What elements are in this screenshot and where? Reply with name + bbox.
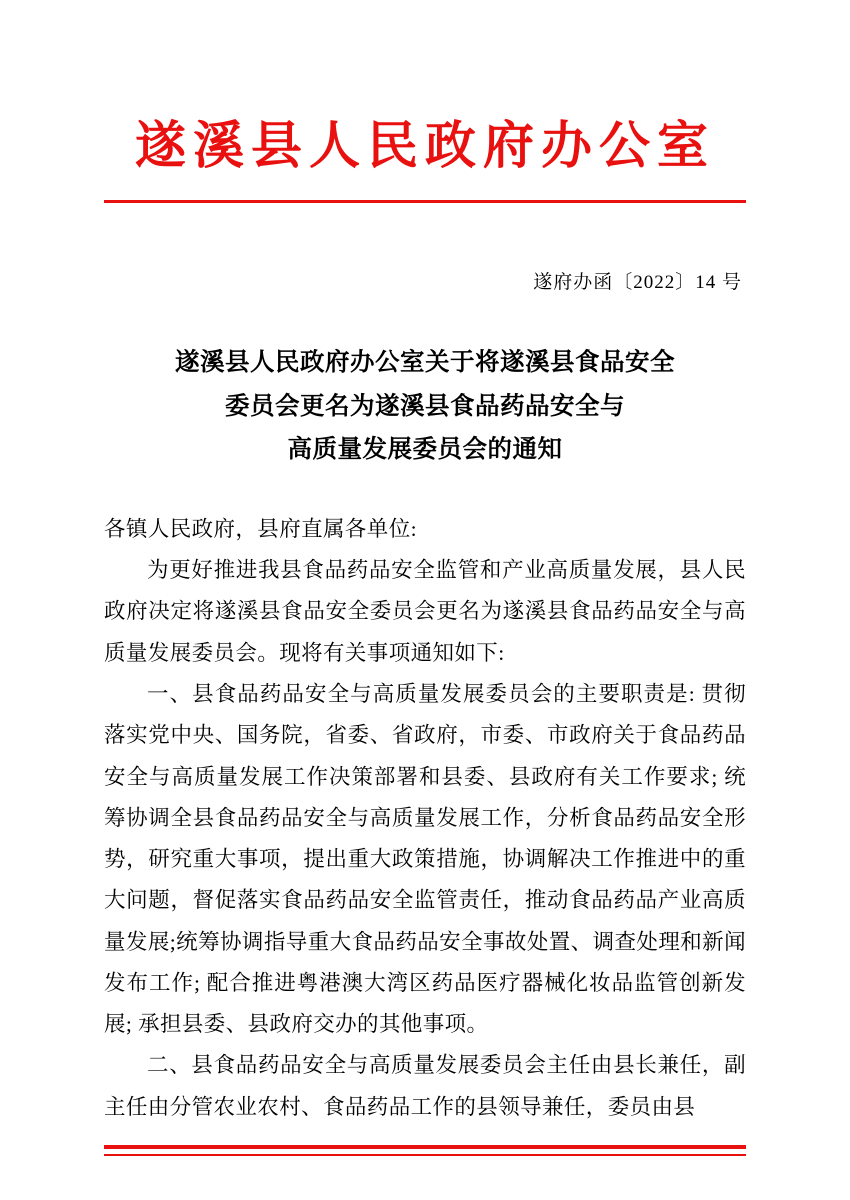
footer-rule-thin	[104, 1154, 746, 1156]
footer-rules	[104, 1145, 746, 1156]
footer-rule-thick	[104, 1145, 746, 1149]
body-salutation: 各镇人民政府，县府直属各单位:	[104, 516, 417, 541]
document-title-line-2: 委员会更名为遂溪县食品药品安全与	[225, 390, 625, 420]
masthead-title: 遂溪县人民政府办公室	[134, 116, 715, 176]
masthead	[104, 0, 746, 203]
document-number: 遂府办函〔2022〕14 号	[533, 272, 742, 294]
body-paragraph-1: 为更好推进我县食品药品安全监管和产业高质量发展，县人民政府决定将遂溪县食品安全委员会更名为遂溪县食品药品安全与高质量发展委员会。现将有关事项通知如下:	[104, 558, 746, 665]
masthead-rule	[104, 200, 746, 203]
body-paragraph-3: 二、县食品药品安全与高质量发展委员会主任由县长兼任，副主任由分管农业农村、食品药品工作的县领导兼任，委员由县	[104, 1053, 746, 1119]
document-title-line-3: 高质量发展委员会的通知	[287, 434, 563, 464]
document-body	[104, 509, 746, 1128]
body-paragraph-2: 一、县食品药品安全与高质量发展委员会的主要职责是: 贯彻落实党中央、国务院，省委、省政府，市委、市政府关于食品药品安全与高质量发展工作决策部署和县委、县政府有关工作要求; 统筹协调全县食品药品安全与高质量发展工作，分析食品药品安全形势，研究重大事项，提出重大政策措施，协调解决工作推进中的重大问题，督促落实食品药品安全监管责任，推动食品药品产业高质量发展;统筹协调指导重大食品药品安全事故处置、调查处理和新闻发布工作; 配合推进粤港澳大湾区药品医疗器械化妆品监管创新发展; 承担县委、县政府交办的其他事项。	[104, 681, 746, 1037]
document-title	[104, 340, 746, 471]
document-title-line-1: 遂溪县人民政府办公室关于将遂溪县食品安全	[175, 347, 675, 377]
